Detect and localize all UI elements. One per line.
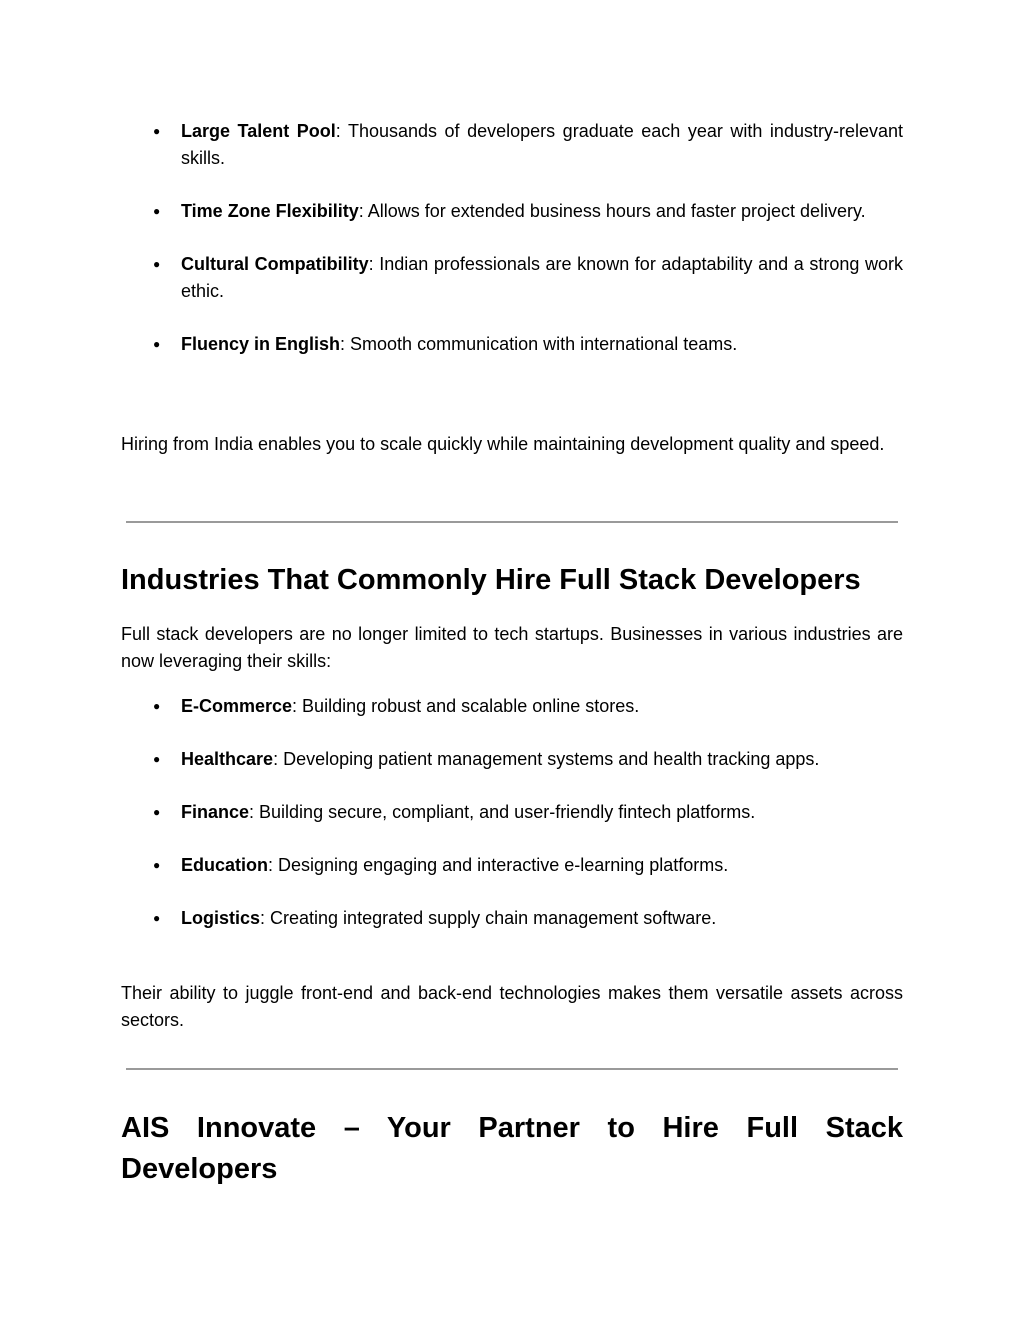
benefits-list (121, 118, 903, 358)
list-item-text: : Smooth communication with international teams. (340, 334, 738, 354)
list-item-term: E-Commerce (181, 696, 293, 716)
list-item (121, 331, 903, 358)
bullet-icon: ● (153, 858, 161, 872)
list-item-text: : Thousands of developers graduate each year with industry-relevant skills. (181, 121, 903, 168)
bullet-icon: ● (153, 805, 161, 819)
section1-closing-paragraph: Hiring from India enables you to scale quickly while maintaining development quality and speed. (121, 434, 885, 454)
bullet-icon: ● (153, 257, 161, 271)
list-item-text: : Creating integrated supply chain management software. (260, 908, 717, 928)
list-item (121, 799, 903, 826)
industries-heading: Industries That Commonly Hire Full Stack Developers (121, 564, 861, 596)
list-item-term: Cultural Compatibility (181, 254, 369, 274)
list-item-text: : Building robust and scalable online stores. (292, 696, 640, 716)
partner-heading (121, 1108, 903, 1190)
bullet-icon: ● (153, 337, 161, 351)
list-item-text: : Indian professionals are known for adaptability and a strong work ethic. (181, 254, 903, 301)
list-item-term: Healthcare (181, 749, 274, 769)
list-item-term: Time Zone Flexibility (181, 201, 359, 221)
bullet-icon: ● (153, 124, 161, 138)
list-item-term: Large Talent Pool (181, 121, 336, 141)
partner-heading-line2: Developers (121, 1153, 278, 1185)
bullet-icon: ● (153, 911, 161, 925)
list-item-term: Fluency in English (181, 334, 341, 354)
list-item-text: : Building secure, compliant, and user-friendly fintech platforms. (249, 802, 756, 822)
list-item-term: Logistics (181, 908, 261, 928)
horizontal-divider (126, 521, 898, 523)
bullet-icon: ● (153, 204, 161, 218)
horizontal-divider (126, 1068, 898, 1070)
list-item (121, 905, 903, 932)
industries-list (121, 693, 903, 932)
list-item-term: Finance (181, 802, 250, 822)
industries-intro-paragraph: Full stack developers are no longer limited to tech startups. Businesses in various industries are now leveraging their skills: (121, 624, 903, 671)
section2-closing-paragraph: Their ability to juggle front-end and back-end technologies makes them versatile assets across sectors. (121, 983, 903, 1030)
list-item (121, 746, 903, 773)
list-item (121, 118, 903, 172)
list-item-text: : Designing engaging and interactive e-learning platforms. (268, 855, 729, 875)
bullet-icon: ● (153, 699, 161, 713)
list-item (121, 693, 903, 720)
list-item (121, 251, 903, 305)
list-item-text: : Allows for extended business hours and faster project delivery. (358, 201, 866, 221)
list-item-text: : Developing patient management systems and health tracking apps. (273, 749, 820, 769)
partner-heading-line1: AIS Innovate – Your Partner to Hire Full Stack (121, 1112, 903, 1144)
bullet-icon: ● (153, 752, 161, 766)
list-item (121, 198, 903, 225)
list-item (121, 852, 903, 879)
list-item-term: Education (181, 855, 269, 875)
